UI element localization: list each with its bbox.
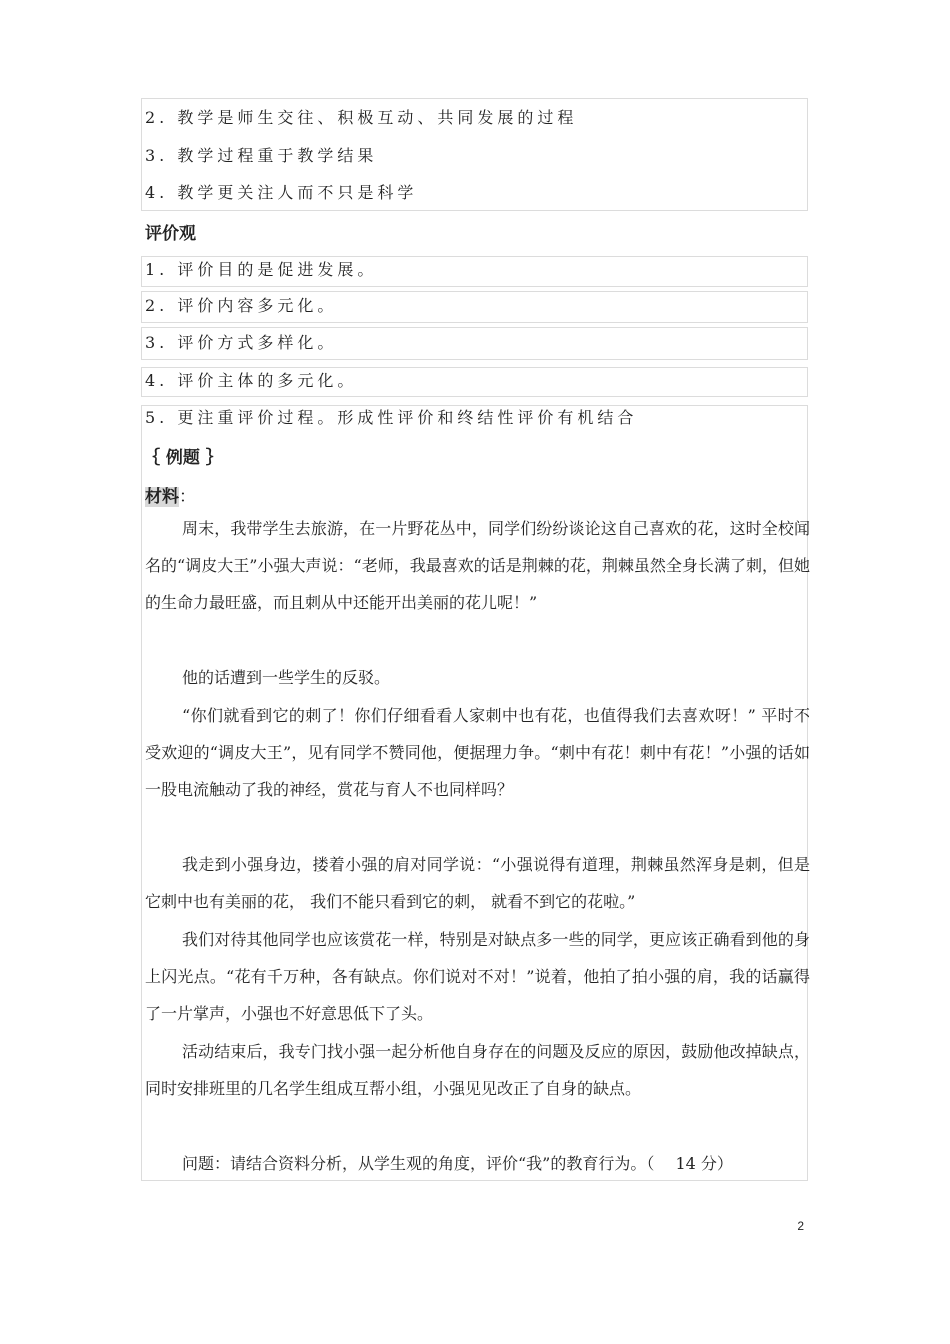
evaluation-item: 5. 更注重评价过程。形成性评价和终结性评价有机结合 <box>145 408 638 427</box>
material-paragraph: 我走到小强身边，搂着小强的肩对同学说：“小强说得有道理，荆棘虽然浑身是刺，但是它刺中也有美丽的花， 我们不能只看到它的刺， 就看不到它的花啦。” <box>145 855 810 911</box>
material-paragraph: 周末，我带学生去旅游，在一片野花丛中，同学们纷纷谈论这自己喜欢的花，这时全校闻名的“调皮大王”小强大声说：“老师，我最喜欢的话是荆棘的花，荆棘虽然全身长满了刺，但她的生命力最旺盛，而且刺从中还能开出美丽的花儿呢！” <box>145 519 810 612</box>
teaching-item: 4. 教学更关注人而不只是科学 <box>145 183 418 202</box>
material-paragraph: 活动结束后，我专门找小强一起分析他自身存在的问题及反应的原因，鼓励他改掉缺点，同时安排班里的几名学生组成互帮小组，小强见见改正了自身的缺点。 <box>145 1042 810 1098</box>
evaluation-item: 4. 评价主体的多元化。 <box>145 371 358 390</box>
evaluation-item: 3. 评价方式多样化。 <box>145 333 338 352</box>
material-paragraph: “你们就看到它的刺了！你们仔细看看人家刺中也有花，也值得我们去喜欢呀！” 平时不受欢迎的“调皮大王”，见有同学不赞同他，便据理力争。“刺中有花！刺中有花！”小强的话如一股电流触动了我的神经，赏花与育人不也同样吗？ <box>145 706 810 799</box>
teaching-item: 3. 教学过程重于教学结果 <box>145 146 378 165</box>
evaluation-heading: 评价观 <box>145 224 196 244</box>
question-paragraph: 问题：请结合资料分析，从学生观的角度，评价“我”的教育行为。（ 14 分） <box>182 1154 733 1173</box>
teaching-item: 2. 教学是师生交往、积极互动、共同发展的过程 <box>145 108 578 127</box>
material-colon: ： <box>179 487 196 507</box>
page-number: 2 <box>797 1219 804 1233</box>
material-label-row <box>145 482 196 507</box>
material-label: 材料 <box>145 487 179 507</box>
material-paragraph: 他的话遭到一些学生的反驳。 <box>182 668 391 687</box>
evaluation-item: 2. 评价内容多元化。 <box>145 296 338 315</box>
example-heading: ｛ 例题 ｝ <box>143 448 223 468</box>
evaluation-item: 1. 评价目的是促进发展。 <box>145 260 378 279</box>
material-paragraph: 我们对待其他同学也应该赏花一样，特别是对缺点多一些的同学，更应该正确看到他的身上闪光点。“花有千万种，各有缺点。你们说对不对！”说着，他拍了拍小强的肩，我的话赢得了一片掌声，小强也不好意思低下了头。 <box>145 930 810 1023</box>
